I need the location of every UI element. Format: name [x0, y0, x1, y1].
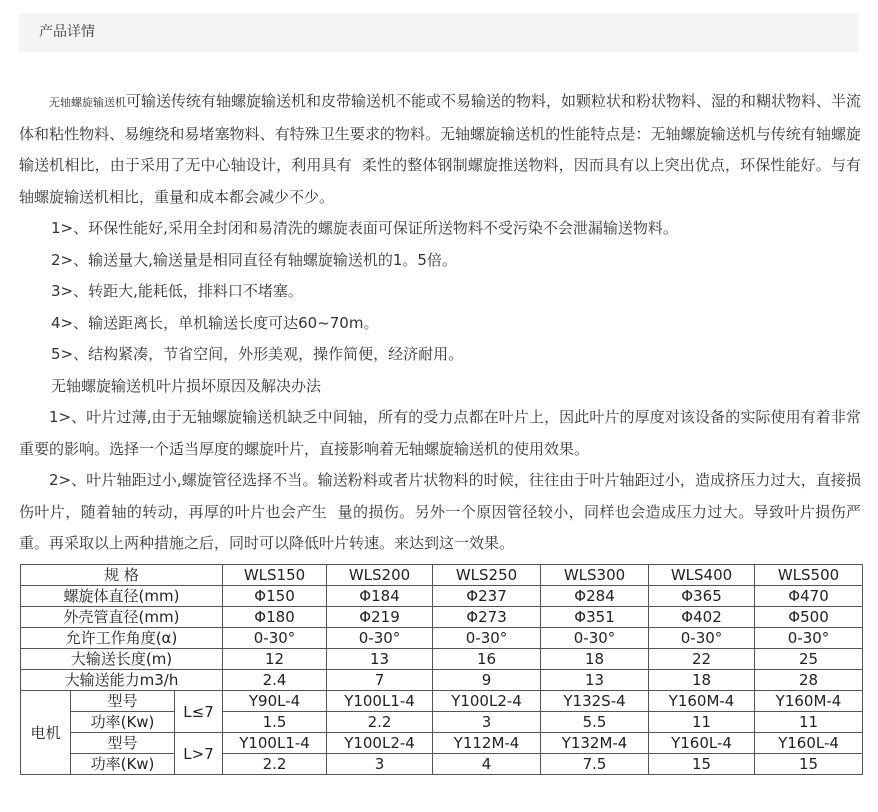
motor-label: 电机 [21, 691, 71, 775]
table-cell: Φ273 [433, 607, 541, 628]
table-cell: Y160L-4 [755, 733, 863, 754]
table-cell: 18 [541, 649, 649, 670]
spec-header-label: 规 格 [21, 565, 223, 586]
table-row [21, 586, 863, 607]
table-cell: 13 [327, 649, 433, 670]
intro-text-2: 柔性的整体钢制螺旋推送物料，因而具有以上突出优点，环保性能好。与有轴螺旋输送机相比，重量和成本都会减少不少。 [19, 156, 861, 206]
table-cell: 12 [223, 649, 327, 670]
table-cell: 9 [433, 670, 541, 691]
table-cell: Y100L2-4 [327, 733, 433, 754]
model-header: WLS300 [541, 565, 649, 586]
table-cell: 28 [755, 670, 863, 691]
table-cell: 2.4 [223, 670, 327, 691]
feature-item: 1>、环保性能好,采用全封闭和易清洗的螺旋表面可保证所送物料不受污染不会泄漏输送物料。 [51, 219, 678, 237]
table-cell: Y112M-4 [433, 733, 541, 754]
motor-condition: L≤7 [175, 691, 223, 733]
feature-item: 3>、转距大,能耗低，排料口不堵塞。 [51, 282, 303, 300]
table-cell: Φ180 [223, 607, 327, 628]
section-header [19, 13, 859, 52]
table-row [21, 649, 863, 670]
table-cell: 11 [649, 712, 755, 733]
table-cell: Φ184 [327, 586, 433, 607]
intro-text-1: 可输送传统有轴螺旋输送机和皮带输送机不能或不易输送的物料，如颗粒状和粉状物料、湿的和糊状物料、半流体和粘性物料、易缠绕和易堵塞物料、有特殊卫生要求的物料。无轴螺旋输送机的性能特点是：无轴螺旋输送机与传统有轴螺旋输送机相比，由于采用了无中心轴设计，利用具有 [19, 92, 862, 174]
table-cell: Φ284 [541, 586, 649, 607]
table-row [21, 628, 863, 649]
feature-item: 5>、结构紧凑，节省空间，外形美观，操作简便，经济耐用。 [51, 345, 464, 363]
model-header: WLS150 [223, 565, 327, 586]
motor-power-label: 功率(Kw) [71, 754, 175, 775]
table-cell: 22 [649, 649, 755, 670]
table-cell: Y160M-4 [755, 691, 863, 712]
table-cell: Φ365 [649, 586, 755, 607]
row-label: 螺旋体直径(mm) [21, 586, 223, 607]
table-cell: 3 [327, 754, 433, 775]
table-cell: Y132M-4 [541, 733, 649, 754]
table-cell: 2.2 [223, 754, 327, 775]
feature-item: 4>、输送距离长，单机输送长度可达60~70m。 [51, 313, 379, 332]
table-row [21, 754, 863, 775]
table-row [21, 712, 863, 733]
table-cell: Y160M-4 [649, 691, 755, 712]
table-cell: Φ470 [755, 586, 863, 607]
motor-model-label: 型号 [71, 691, 175, 712]
table-cell: Y100L1-4 [223, 733, 327, 754]
model-header: WLS500 [755, 565, 863, 586]
table-cell: 7.5 [541, 754, 649, 775]
table-cell: Y100L1-4 [327, 691, 433, 712]
motor-condition: L>7 [175, 733, 223, 775]
motor-model-label: 型号 [71, 733, 175, 754]
table-cell: Y132S-4 [541, 691, 649, 712]
intro-lead: 无轴螺旋输送机 [49, 96, 126, 109]
table-cell: 16 [433, 649, 541, 670]
table-cell: 0-30° [223, 628, 327, 649]
table-cell: 0-30° [433, 628, 541, 649]
table-cell: 4 [433, 754, 541, 775]
table-cell: Φ351 [541, 607, 649, 628]
table-cell: Φ219 [327, 607, 433, 628]
table-row [21, 565, 863, 586]
table-cell: 0-30° [541, 628, 649, 649]
row-label: 外壳管直径(mm) [21, 607, 223, 628]
row-label: 大输送能力m3/h [21, 670, 223, 691]
table-cell: Y100L2-4 [433, 691, 541, 712]
table-row [21, 607, 863, 628]
damage-reason-2-b: 量的损伤。另外一个原因管径较小，同样也会造成压力过大。导致叶片损伤严重。再采取以上两种措施之后，同时可以降低叶片转速。来达到这一效果。 [19, 502, 861, 552]
motor-power-label: 功率(Kw) [71, 712, 175, 733]
table-row [21, 733, 863, 754]
model-header: WLS250 [433, 565, 541, 586]
damage-reason-2-a: 2>、叶片轴距过小,螺旋管径选择不当。输送粉料或者片状物料的时候，往往由于叶片轴距过小，造成挤压力过大，直接损伤叶片，随着轴的转动，再厚的叶片也会产生 [19, 471, 861, 521]
intro-paragraph [19, 86, 861, 213]
table-cell: 18 [649, 670, 755, 691]
description-body [19, 86, 861, 560]
table-cell: Y90L-4 [223, 691, 327, 712]
table-cell: 25 [755, 649, 863, 670]
table-cell: 3 [433, 712, 541, 733]
table-cell: Φ150 [223, 586, 327, 607]
table-cell: Φ500 [755, 607, 863, 628]
model-header: WLS200 [327, 565, 433, 586]
table-cell: Φ402 [649, 607, 755, 628]
spec-table [20, 564, 863, 775]
table-cell: Y160L-4 [649, 733, 755, 754]
table-cell: 1.5 [223, 712, 327, 733]
section-title: 产品详情 [39, 24, 95, 40]
row-label: 允许工作角度(α) [21, 628, 223, 649]
damage-reason-1: 1>、叶片过薄,由于无轴螺旋输送机缺乏中间轴，所有的受力点都在叶片上，因此叶片的厚度对该设备的实际使用有着非常重要的影响。选择一个适当厚度的螺旋叶片，直接影响着无轴螺旋输送机的使用效果。 [19, 408, 861, 458]
feature-item: 2>、输送量大,输送量是相同直径有轴螺旋输送机的1。5倍。 [51, 250, 457, 269]
table-cell: 5.5 [541, 712, 649, 733]
table-cell: 13 [541, 670, 649, 691]
damage-section-title: 无轴螺旋输送机叶片损坏原因及解决办法 [51, 376, 322, 395]
table-cell: 15 [649, 754, 755, 775]
table-cell: 0-30° [327, 628, 433, 649]
model-header: WLS400 [649, 565, 755, 586]
table-cell: 0-30° [649, 628, 755, 649]
table-cell: 15 [755, 754, 863, 775]
table-cell: 0-30° [755, 628, 863, 649]
table-row [21, 670, 863, 691]
table-row [21, 691, 863, 712]
table-cell: Φ237 [433, 586, 541, 607]
table-cell: 11 [755, 712, 863, 733]
table-cell: 2.2 [327, 712, 433, 733]
damage-reason-2 [19, 465, 861, 560]
row-label: 大输送长度(m) [21, 649, 223, 670]
table-cell: 7 [327, 670, 433, 691]
